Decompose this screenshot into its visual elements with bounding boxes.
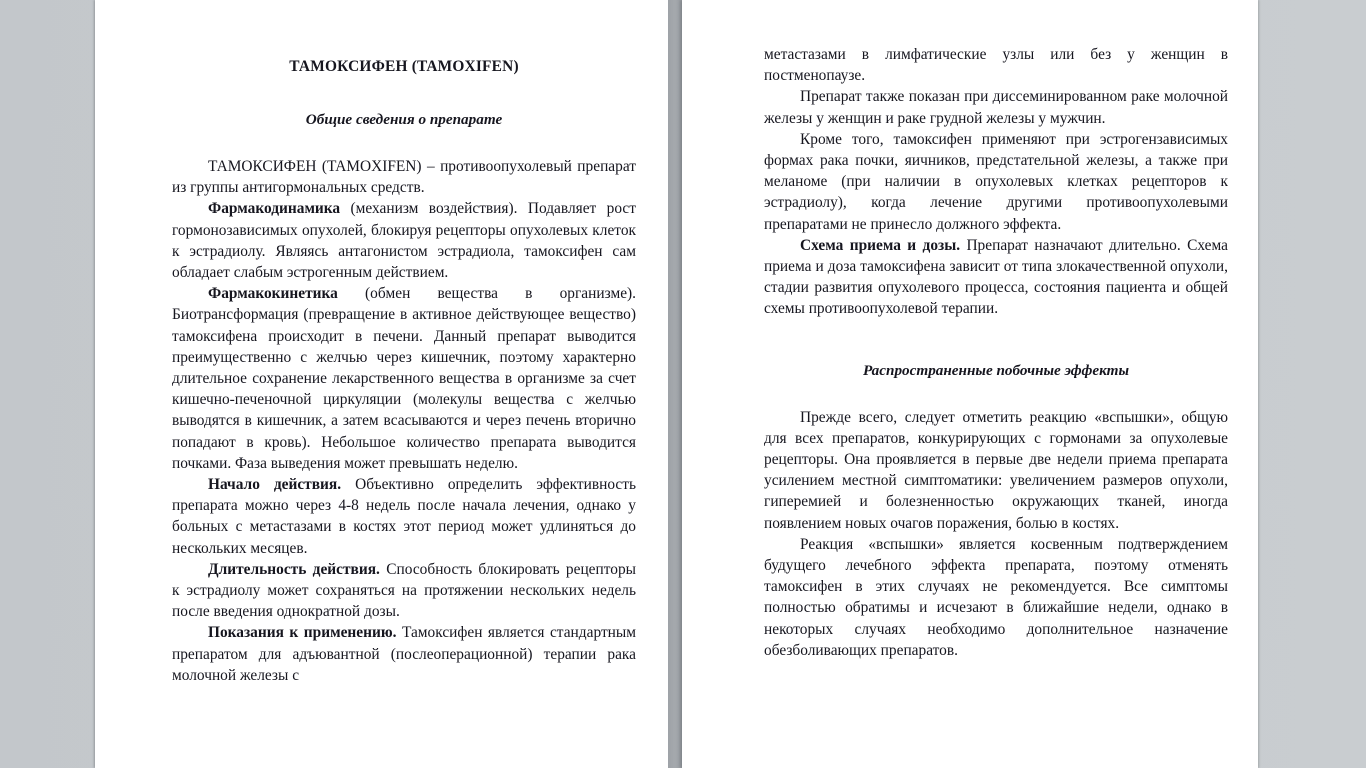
- paragraph-other-indications: [764, 129, 1228, 235]
- section-heading-general-info: Общие сведения о препарате: [305, 111, 503, 128]
- paragraph-disseminated-cancer: [764, 86, 1228, 128]
- lead-indications: Показания к применению.: [208, 624, 397, 642]
- paragraph-flare-reaction: [764, 407, 1228, 534]
- paragraph-indications-continued: [764, 44, 1228, 86]
- lead-pharmacodynamics: Фармакодинамика: [208, 200, 341, 218]
- section-heading-side-effects: Распространенные побочные эффекты: [862, 361, 1130, 379]
- page-title: ТАМОКСИФЕН (TAMOXIFEN): [289, 58, 519, 75]
- paragraph-onset-of-action-text: Объективно определить эффективность препарата можно через 4-8 недель после начала лечения, однако у больных с метастазами в костях этот период может удлиняться до нескольких месяцев.: [172, 476, 636, 557]
- lead-onset-of-action: Начало действия.: [208, 476, 342, 494]
- section-gap-spacer: [764, 320, 1228, 360]
- paragraph-dosage-regimen: [764, 235, 1228, 320]
- paragraph-duration-of-action-text: Способность блокировать рецепторы к эстрадиолу может сохраняться на протяжении нескольких недель после введения однократной дозы.: [172, 560, 636, 621]
- document-page-left: [95, 0, 668, 768]
- paragraph-disseminated-cancer-text: Препарат также показан при диссеминированном раке молочной железы у женщин и раке грудной железы у мужчин.: [764, 88, 1228, 127]
- paragraph-indications: [172, 622, 636, 686]
- lead-duration-of-action: Длительность действия.: [208, 560, 380, 578]
- paragraph-pharmacodynamics-text: (механизм воздействия). Подавляет рост гормонозависимых опухолей, блокируя рецепторы опухолевых клеток к эстрадиолу. Являясь антагонистом эстрадиола, тамоксифен сам обладает слабым эстрогенным действием.: [172, 200, 636, 282]
- paragraph-pharmacodynamics: [172, 198, 636, 283]
- page-right-content: [764, 0, 1228, 661]
- page-gutter-divider: [668, 0, 682, 768]
- lead-dosage-regimen: Схема приема и дозы.: [800, 236, 961, 254]
- paragraph-pharmacokinetics: [172, 283, 636, 474]
- lead-pharmacokinetics: Фармакокинетика: [208, 285, 338, 303]
- paragraph-other-indications-text: Кроме того, тамоксифен применяют при эстрогензависимых формах рака почки, яичников, предстательной железы, а также при меланоме (при наличии в опухолевых клетках рецепторов к эстрадиолу), когда лечение другими противоопухолевыми препаратами не принесло должного эффекта.: [764, 130, 1228, 233]
- document-page-right: [682, 0, 1258, 768]
- paragraph-intro: [172, 156, 636, 198]
- paragraph-flare-reaction-significance: [764, 534, 1228, 661]
- paragraph-indications-continued-text: метастазами в лимфатические узлы или без у женщин в постменопаузе.: [764, 46, 1228, 85]
- paragraph-pharmacokinetics-text: (обмен вещества в организме). Биотрансформация (превращение в активное действующее вещество) тамоксифена происходит в печени. Данный препарат выводится преимущественно с желчью через кишечник, поэтому характерно длительное сохранение лекарственного вещества в организме за счет кишечно-печеночной циркуляции (молекулы вещества с желчью выводятся в кишечник, а затем всасываются и через печень вторично попадают в кровь). Небольшое количество препарата выводится почками. Фаза выведения может превышать неделю.: [172, 285, 636, 472]
- title-spacer: [172, 77, 636, 109]
- paragraph-dosage-regimen-text: Препарат назначают длительно. Схема приема и доза тамоксифена зависит от типа злокачественной опухоли, стадии развития опухолевого процесса, состояния пациента и общей схемы противоопухолевой терапии.: [764, 236, 1228, 318]
- paragraph-onset-of-action: [172, 474, 636, 559]
- paragraph-flare-reaction-text: Прежде всего, следует отметить реакцию «вспышки», общую для всех препаратов, конкурирующих с гормонами за опухолевые рецепторы. Она проявляется в первые две недели приема препарата усилением местной симптоматики: увеличением размеров опухоли, гиперемией и болезненностью окружающих тканей, иногда появлением новых очагов поражения, болью в костях.: [764, 408, 1228, 532]
- paragraph-indications-text: Тамоксифен является стандартным препаратом для адъювантной (послеоперационной) терапии рака молочной железы с: [172, 624, 636, 684]
- paragraph-intro-text: ТАМОКСИФЕН (TAMOXIFEN) – противоопухолевый препарат из группы антигормональных средств.: [172, 158, 636, 197]
- page-left-content: [172, 0, 636, 686]
- side-effects-heading-spacer: [764, 381, 1228, 407]
- paragraph-duration-of-action: [172, 559, 636, 623]
- paragraph-flare-reaction-significance-text: Реакция «вспышки» является косвенным подтверждением будущего лечебного эффекта препарата, поэтому отменять тамоксифен в этих случаях не рекомендуется. Все симптомы полностью обратимы и исчезают в ближайшие недели, однако в некоторых случаях необходимо дополнительное назначение обезболивающих препаратов.: [764, 535, 1228, 659]
- heading-spacer: [172, 130, 636, 156]
